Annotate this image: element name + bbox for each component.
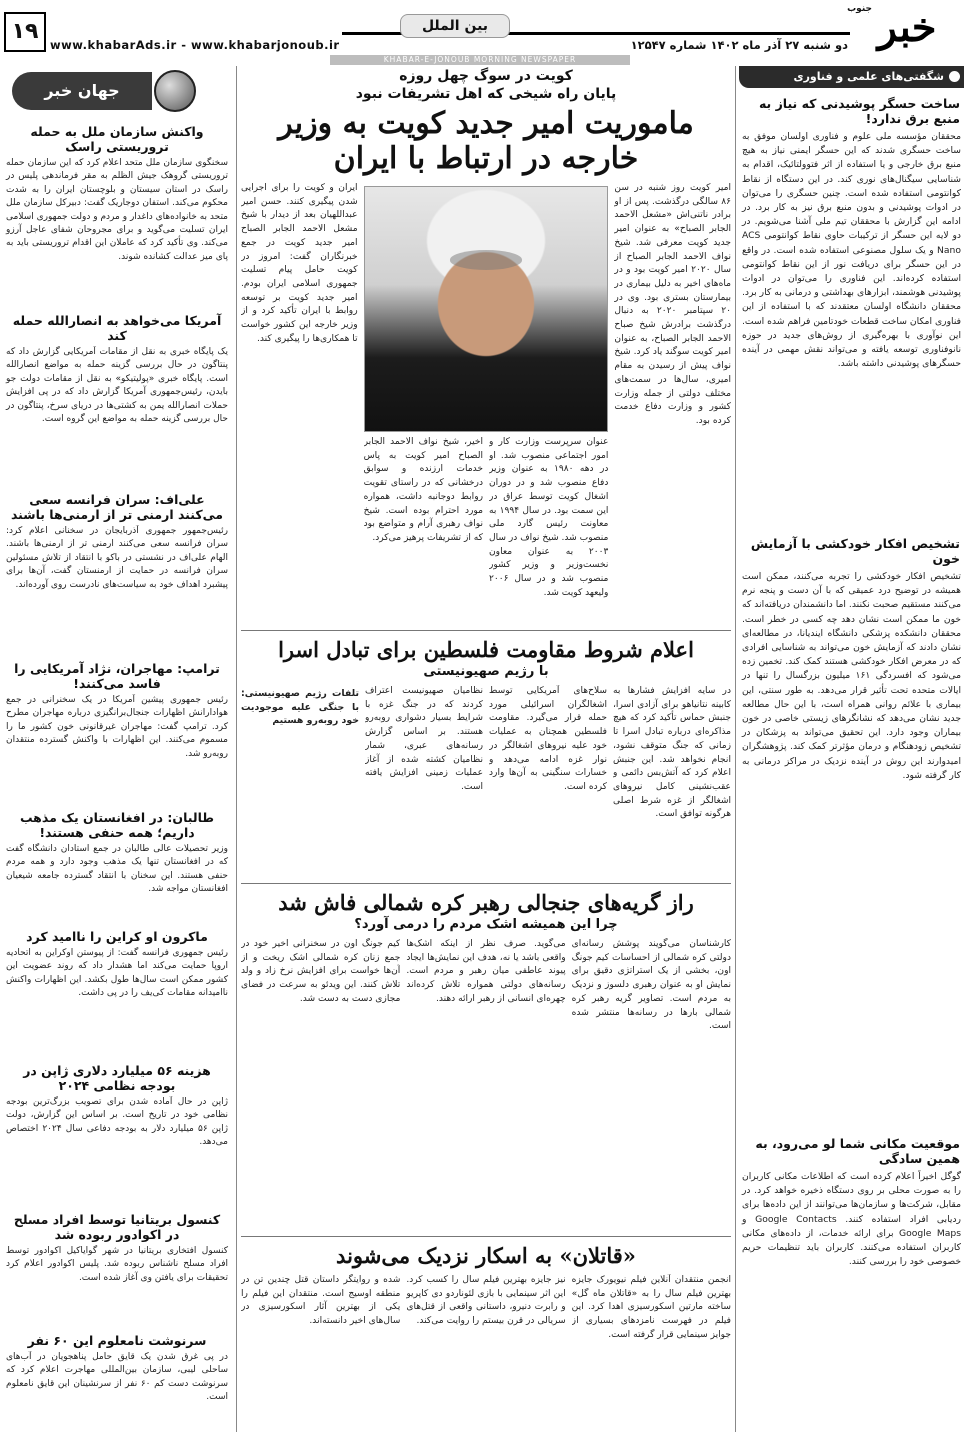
article-title[interactable]: ساخت حسگر پوشیدنی که نیاز به منبع برق ندارد!	[758, 96, 960, 126]
science-section-header	[739, 66, 964, 88]
article-body: محققان مؤسسه ملی علوم و فناوری اولسان موفق به ساخت حسگری شدند که این حسگر ایمنی نیاز به هیچ منبع برق خارجی و یا استفاده از اثر فتوولتائیک، اقدام به شناسایی سیگنال‌های نوری کند. در این دستگاه از نقاط کوانتومی استفاده شده است. چنین حسگری را می‌توان در ادوات پوشیدنی و بدون منبع برق نیز به کار برد. در ادامه این گزارش با محققان تیم ملی آشنا می‌شویم. در دو لایه این حسگر از ترکیبات حاوی نقاط کوانتومی ACS Nano و یک سلول مصنوعی استفاده شده است. در واقع در این حسگر برای دریافت نور از این نقاط کوانتومی استفاده کرده‌اند. این فناوری را می‌توان در ادوات پوشیدنی هوشمند، ابزارهای بهداشتی و درمانی به کار برد. محققان دانشگاه اولسان معتقدند که با استفاده از این فناوری امکان ساخت قطعات خودتامین فراهم شده است. این نوآوری با بهره‌گیری از روش‌های جدید در حوزه نانوفناوری توسعه یافته و می‌تواند نقش مهمی در آینده حسگرهای پوشیدنی داشته باشد.	[742, 131, 961, 370]
story-column-1: در سایه افزایش فشارها به کابینه نتانیاهو برای آزادی اسرا، جنبش حماس تأکید کرد که هیچ مذاکره‌ای درباره تبادل اسرا تا زمانی که جنگ متوقف نشود، انجام نخواهد شد. این جنبش اعلام کرد که آتش‌بس دائمی و عقب‌نشینی کامل نیروهای اشغالگر از غزه شرط اصلی هرگونه توافق است.	[613, 686, 731, 820]
news-item	[4, 124, 230, 307]
story-column-4	[241, 685, 359, 855]
lead-subcolumn-1: عنوان سرپرست وزارت کار و امور اجتماعی منصوب شد. او در دهه ۱۹۸۰ به عنوان وزیر دفاع منصوب شد و در دوران اشغال کویت توسط عراق در این سمت بود. در سال ۱۹۹۴ به معاونت رئیس گارد ملی منصوب شد. شیخ نواف در سال ۲۰۰۳ به عنوان معاون نخست‌وزیر و وزیر کشور منصوب شد و در سال ۲۰۰۶ ولیعهد کویت شد.	[489, 437, 609, 598]
article-title[interactable]: موقعیت مکانی شما لو می‌رود، به همین سادگی	[755, 1136, 960, 1166]
lead-kicker-2: پایان راه شیخی که اهل تشریفات نبود	[355, 86, 617, 102]
news-item-body: یک پایگاه خبری به نقل از مقامات آمریکایی گزارش داد که پنتاگون در حال بررسی گزینه حمله به مواضع انصارالله است. پایگاه خبری «پولیتیکو» به نقل از مقامات دولت جو بایدن، رئیس‌جمهوری آمریکا گزارش داد که در پی افزایش حملات انصارالله یمن به کشتی‌ها در دریای سرخ، پنتاگون در حال بررسی گزینه حمله به مواضع این گروه است.	[6, 347, 228, 425]
news-item-body: رئیس جمهوری پیشین آمریکا در یک سخنرانی در جمع هوادارانش اظهارات جنجال‌برانگیزی درباره مهاجران مطرح کرد. ترامپ گفت: مهاجران غیرقانونی خون کشور ما را مسموم می‌کنند. این اظهارات با واکنش گسترده منتقدان روبه‌رو شد.	[6, 695, 228, 759]
lead-columns	[237, 182, 735, 624]
news-item-body: سخنگوی سازمان ملل متحد اعلام کرد که این سازمان حمله تروریستی گروهک جیش الظلم به مقر فرماندهی پلیس در راسک در استان سیستان و بلوچستان ایران را به شدت محکوم می‌کند. استفان دوجاریک گفت: دبیرکل سازمان ملل متحد به خانواده‌های داغدار و مردم و دولت جمهوری اسلامی ایران تسلیت می‌گوید و برای مجروحان شفای عاجل آرزو می‌کند. وی تأکید کرد که عاملان این اقدام تروریستی باید به پای میز عدالت کشانده شوند.	[6, 158, 228, 262]
inset-title: تلفات رژیم صهیونیستی: با جنگی علیه موجودیت خود روبه‌رو هستیم	[241, 688, 359, 727]
logo-subtitle: جنوب	[847, 4, 872, 14]
issue-line: دو شنبه ۲۷ آذر ماه ۱۴۰۲ شماره ۱۲۵۴۷	[630, 38, 848, 52]
world-news-banner	[4, 66, 230, 118]
science-column	[739, 66, 964, 1432]
science-story-2	[739, 528, 964, 1128]
lead-kicker: کویت در سوگ چهل روزه	[399, 68, 573, 84]
story-column-1: کارشناسان می‌گویند پوشش رسانه‌ای دولتی کره شمالی از احساسات کیم جونگ اون، بخشی از یک استراتژی دقیق برای نمایش او به عنوان رهبری دلسوز و نزدیک به مردم است. تصاویر گریه رهبر کره شمالی بارها در رسانه‌ها منتشر شده است.	[571, 939, 731, 1032]
newspaper-logo[interactable]: خبر	[877, 4, 937, 51]
lead-headline[interactable]: ماموریت امیر جدید کویت به وزیر خارجه در ارتباط با ایران	[278, 106, 694, 176]
north-korea-story	[237, 890, 735, 1230]
english-band: KHABAR-E-JONOUB MORNING NEWSPAPER	[330, 55, 630, 65]
news-item-title[interactable]: هزینه ۵۶ میلیارد دلاری ژاپن در بودجه نظامی ۲۰۲۴	[23, 1063, 211, 1093]
news-item	[4, 313, 230, 486]
article-body: تشخیص افکار خودکشی را تجربه می‌کنند، ممکن است همیشه در توضیح درد عمیقی که با آن دست و پنجه نرم می‌کنند مستقیم صحبت نکنند. اما دانشمندان دریافته‌اند که خون ما ممکن است نشان دهد چه کسی در خطر است. محققان دانشکده پزشکی دانشگاه ایندیانا، در مطالعه‌ای نشان دادند که آزمایش خون می‌تواند به شناسایی افرادی که در معرض افکار خودکشی هستند کمک کند. تخمین زده می‌شود که افسردگی ۱۶۱ میلیون بزرگسال را تنها در ایالات متحده تحت تأثیر قرار می‌دهد. به طور سنتی، این بیماری با علائم روانی همراه است، با این حال مطالعه جدید نشان می‌دهد که نشانگرهای زیستی خاصی در خون بیماران وجود دارد. این تحقیق می‌تواند به پزشکان در تشخیص زودهنگام و درمان مؤثرتر کمک کند. پژوهشگران امیدوارند این روش در آینده نزدیک در مراکز درمانی به کار گرفته شود.	[742, 571, 962, 781]
lead-column-1: امیر کویت روز شنبه در سن ۸۶ سالگی درگذشت. پس از او برادر ناتنی‌اش «مشعل الاحمد الجابر الصباح» به عنوان امیر جدید کویت معرفی شد. شیخ نواف الاحمد الجابر الصباح از سال ۲۰۲۰ امیر کویت بود و در ماه‌های اخیر به دلیل بیماری در بیمارستان بستری بود. وی در ۲۰ سپتامبر ۲۰۲۰ به دنبال درگذشت برادرش شیخ صباح الاحمد الجابر الصباح، به عنوان امیر کویت سوگند یاد کرد. شیخ نواف پیش از رسیدن به مقام امیری، سال‌ها در سمت‌های مختلف دولتی از جمله وزارت کشور و وزارت دفاع خدمت کرده بود.	[614, 183, 731, 426]
news-item-body: رئیس جمهوری فرانسه گفت: از پیوستن اوکراین به اتحادیه اروپا حمایت می‌کند اما هشدار داد که روند عضویت این کشور ممکن است سال‌ها طول بکشد. این اظهارات واکنش ناامیدانه مقامات کی‌یف را در پی داشت.	[6, 948, 228, 999]
divider	[241, 630, 731, 631]
science-story-3	[739, 1128, 964, 1418]
news-item-title[interactable]: ترامپ: مهاجران، نژاد آمریکایی را فاسد می‌کنند!	[14, 661, 220, 691]
news-item	[4, 661, 230, 804]
story-columns	[237, 938, 735, 1218]
news-item	[4, 492, 230, 655]
story-column-3: شده و روایتگر داستان قتل چندین تن در منطقه اوسیج است. منتقدان این فیلم را یکی از بهترین آثار اسکورسیزی در سال‌های اخیر دانسته‌اند.	[241, 1275, 401, 1327]
divider	[241, 1236, 731, 1237]
world-news-column	[4, 66, 230, 1432]
news-item-title[interactable]: علی‌اف: سران فرانسه سعی می‌کنند ارمنی تر از ارمنی‌ها باشند	[10, 492, 224, 522]
masthead	[0, 0, 970, 62]
globe-icon	[154, 70, 196, 112]
story-headline[interactable]: راز گریه‌های جنجالی رهبر کره شمالی فاش شد	[278, 890, 694, 915]
news-item-body: وزیر تحصیلات عالی طالبان در جمع استادان دانشگاه گفت که در افغانستان تنها یک مذهب وجود دارد و همه مردم حنفی هستند. این سخنان با انتقاد گسترده جامعه شیعیان افغانستان مواجه شد.	[6, 844, 228, 895]
story-columns	[237, 685, 735, 855]
news-item-title[interactable]: طالبان: در افغانستان یک مذهب داریم؛ همه حنفی هستند!	[19, 810, 215, 840]
lead-subcolumn-2: اخیر، شیخ نواف الاحمد الجابر الصباح امیر کویت به پاس خدمات ارزنده و سوابق درخشانی که در راستای تقویت روابط دوجانبه داشت، همواره مورد احترام بوده است. شیخ نواف رهبری آرام و متواضع بود که از تشریفات پرهیز می‌کرد.	[363, 437, 483, 543]
story-column-2: سلاح‌های آمریکایی توسط اشغالگران اسرائیلی مورد حمله قرار می‌گیرد. مقاومت فلسطین همچنان به عملیات خود علیه نیروهای اشغالگر در نوار غزه ادامه می‌دهد و خسارات سنگینی به آن‌ها وارد کرده است.	[489, 686, 607, 792]
news-item-title[interactable]: واکنش سازمان ملل به حمله تروریستی راسک	[30, 124, 204, 154]
news-item-title[interactable]: سرنوشت نامعلوم این ۶۰ نفر	[27, 1333, 207, 1348]
lead-story	[237, 66, 735, 624]
story-column-3: کیم جونگ اون در سخنرانی اخیر خود در جمع زنان کره شمالی اشک ریخت و از آن‌ها خواست برای افزایش نرخ زاد و ولد تلاش کنند. این ویدئو به سرعت در فضای مجازی دست به دست شد.	[241, 939, 401, 1004]
news-item	[4, 1333, 230, 1421]
emir-portrait-photo	[364, 186, 609, 432]
center-section	[236, 66, 736, 1432]
story-headline[interactable]: اعلام شروط مقاومت فلسطین برای تبادل اسرا	[278, 637, 694, 662]
news-item-body: در پی غرق شدن یک قایق حامل پناهجویان در آب‌های ساحلی لیبی، سازمان بین‌المللی مهاجرت اعلام کرد که سرنوشت دست کم ۶۰ نفر از سرنشینان این قایق نامعلوم است.	[6, 1352, 228, 1403]
news-item	[4, 810, 230, 923]
world-news-badge: جهان خبر	[12, 72, 152, 110]
science-section-label: شگفتی‌های علمی و فناوری	[793, 70, 944, 83]
story-subheadline: با رژیم صهیونیستی	[423, 664, 549, 679]
news-item	[4, 1063, 230, 1206]
lead-subcolumns	[364, 436, 609, 624]
divider	[241, 883, 731, 884]
news-item	[4, 929, 230, 1057]
news-item-body: کنسول افتخاری بریتانیا در شهر گوایاکیل اکوادور توسط افراد مسلح ناشناس ربوده شد. پلیس اکوادور اعلام کرد تحقیقات برای یافتن وی آغاز شده است.	[6, 1246, 228, 1283]
lead-column-2	[364, 182, 609, 624]
article-body: گوگل اخیراً اعلام کرده است که اطلاعات مکانی کاربران را به صورت محلی بر روی دستگاه ذخیره خواهد کرد. در مقابل، شرکت‌ها و سازمان‌ها می‌توانند از این داده‌ها برای ردیابی افراد استفاده کنند. Google Contacts و Google Maps برای ارائه خدمات، از داده‌های مکانی کاربران استفاده می‌کنند. کاربران باید تنظیمات حریم خصوصی خود را بررسی کنند.	[742, 1171, 962, 1268]
news-item-title[interactable]: آمریکا می‌خواهد به انصارالله حمله کند	[12, 313, 222, 343]
story-columns	[237, 1274, 735, 1394]
section-label: بین الملل	[400, 14, 510, 38]
story-subheadline: چرا این همیشه اشک مردم را درمی آورد؟	[354, 917, 618, 932]
story-headline[interactable]: «قاتلان» به اسکار نزدیک می‌شوند	[336, 1243, 636, 1268]
website-links[interactable]: www.khabarAds.ir - www.khabarjonoub.ir	[50, 38, 340, 52]
science-story-1	[739, 88, 964, 528]
lead-column-3: ایران و کویت را برای اجرایی شدن پیگیری کنند. حسن امیر عبداللهیان بعد از دیدار با شیخ مشعل الاحمد الجابر الصباح امیر جدید کویت در جمع خبرنگاران گفت: امروز در کویت حامل پیام تسلیت جمهوری اسلامی ایران بودم. امیر جدید کویت بر توسعه روابط با ایران تأکید کرد و از وزیر خارجه این کشور خواست تا همکاری‌ها را پیگیری کند.	[241, 183, 358, 344]
news-item-body: رئیس‌جمهور جمهوری آذربایجان در سخنانی اعلام کرد: سران فرانسه سعی می‌کنند ارمنی تر از ارمنی‌ها باشند. الهام علی‌اف در نشستی در باکو با انتقاد از تلاش مسئولین سران فرانسه در حمایت از ارمنستان گفت، آن‌ها برای پیشبرد اهداف خود به سیاست‌های نادرست روی آورده‌اند.	[6, 526, 228, 590]
oscar-story	[237, 1243, 735, 1413]
palestine-story	[237, 637, 735, 877]
news-item	[4, 1212, 230, 1327]
story-column-2: نیز جایزه بهترین فیلم سال را کسب کرد. این اثر سینمایی با بازی لئوناردو دی کاپریو و رابرت دنیرو، داستانی واقعی از قتل‌های سریالی در قرن بیستم را روایت می‌کند.	[406, 1275, 566, 1327]
article-title[interactable]: تشخیص افکار خودکشی با آزمایش خون	[750, 536, 960, 566]
page-number: ۱۹	[4, 12, 46, 52]
bullet-icon	[949, 71, 960, 82]
news-item-body: ژاپن در حال آماده شدن برای تصویب بزرگ‌ترین بودجه نظامی خود در تاریخ است. بر اساس این گزارش، دولت ژاپن ۵۶ میلیارد دلار به بودجه دفاعی سال ۲۰۲۴ اختصاص می‌دهد.	[6, 1097, 228, 1148]
story-column-2: می‌گوید. صرف نظر از اینکه اشک‌ها واقعی باشد یا نه، هدف این نمایش‌ها ایجاد پیوند عاطفی میان رهبر و مردم است. رسانه‌های دولتی همواره تلاش کرده‌اند چهره‌ای انسانی از رهبر ارائه دهند.	[406, 939, 566, 1004]
news-item-title[interactable]: ماکرون او کراین را ناامید کرد	[26, 929, 208, 944]
story-column-3: نظامیان صهیونیست اعتراف کردند که در جنگ غزه با شرایط بسیار دشواری روبه‌رو هستند. بر اساس گزارش رسانه‌های عبری، شمار نظامیان کشته شده از آغاز عملیات زمینی افزایش یافته است.	[365, 686, 483, 792]
story-column-1: انجمن منتقدان آنلاین فیلم نیویورک جایزه بهترین فیلم سال را به «قاتلان ماه گل» ساخته مارتین اسکورسیزی اهدا کرد. این فیلم در فهرست نامزدهای بسیاری از جوایز سینمایی قرار گرفته است.	[571, 1275, 731, 1340]
news-item-title[interactable]: کنسول بریتانیا توسط افراد مسلح در اکوادور ربوده شد	[13, 1212, 221, 1242]
